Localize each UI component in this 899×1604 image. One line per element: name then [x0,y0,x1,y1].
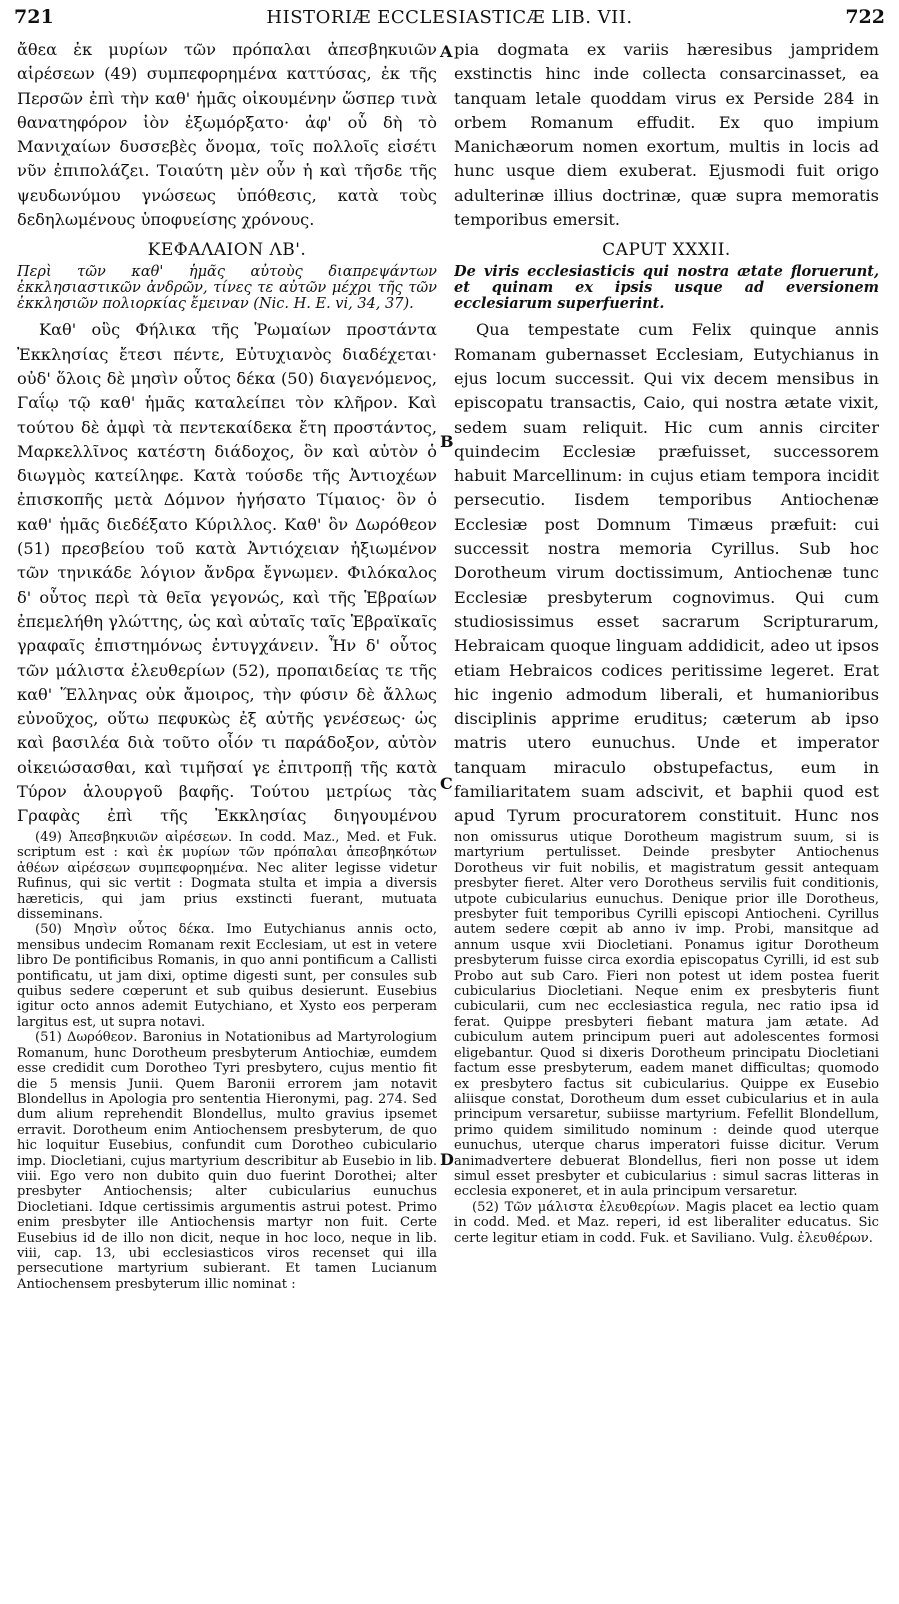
note-50: (50) Μησὶν οὗτος δέκα. Imo Eutychianus annis octo, mensibus undecim Romanam rexit Ecclesiam, ut est in vetere libro De pontificibus Romanis, in quo anni pontificum a Callisti pontificatu, ut jam dixi, optime digesti sunt, per consules sub quibus sedere cœperunt et sub quibus desierunt. Eusebius igitur octo annos ademit Eutychiano, et Xysto eos perperam largitus est, ut supra notavi. [17,922,437,1030]
greek-chapter-summary: Περὶ τῶν καθ' ἡμᾶς αὐτοὺς διαπρεψάντων ἐκκλησιαστικῶν ἀνδρῶν, τίνες τε αὐτῶν μέχρι τῆς τῶν ἐκκλησιῶν πολιορκίας ἔμειναν (Nic. H. E. vi, 34, 37). [17,264,437,313]
margin-marker-a: A [440,42,453,61]
page-number-left: 721 [14,6,54,28]
greek-body: Καθ' οὓς Φήλικα τῆς Ῥωμαίων προστάντα Ἐκκλησίας ἔτεσι πέντε, Εὐτυχιανὸς διαδέχεται· οὐδ' ὅλοις δὲ μησὶν οὗτος δέκα (50) διαγενόμενος, Γαΐῳ τῷ καθ' ἡμᾶς καταλείπει τὸν κλῆρον. Καὶ τούτου δὲ ἀμφὶ τὰ πεντεκαίδεκα ἔτη προστάντος, Μαρκελλῖνος κατέστη διάδοχος, ὃν καὶ αὐτὸν ὁ διωγμὸς κατείληφε. Κατὰ τούσδε τῆς Ἀντιοχέων ἐπισκοπῆς μετὰ Δόμνον ἡγήσατο Τίμαιος· ὃν ὁ καθ' ἡμᾶς διεδέξατο Κύριλλος. Καθ' ὃν Δωρόθεον (51) πρεσβείου τοῦ κατὰ Ἀντιόχειαν ἠξιωμένον τῶν τηνικάδε λόγιον ἄνδρα ἔγνωμεν. Φιλόκαλος δ' οὗτος περὶ τὰ θεῖα γεγονώς, καὶ τῆς Ἑβραίων ἐπεμελήθη γλώττης, ὡς καὶ αὐταῖς ταῖς Ἑβραϊκαῖς γραφαῖς ἐπιστημόνως ἐντυγχάνειν. Ἦν δ' οὗτος τῶν μάλιστα ἐλευθερίων (52), προπαιδείας τε τῆς καθ' Ἕλληνας οὐκ ἄμοιρος, τὴν φύσιν δὲ ἄλλως εὐνοῦχος, οὕτω πεφυκὼς ἐξ αὐτῆς γενέσεως· ὡς καὶ βασιλέα διὰ τοῦτο οἷόν τι παράδοξον, αὐτὸν οἰκειώσασθαι, καὶ τιμῆσαί γε ἐπιτροπῇ τῆς κατὰ Τύρον ἁλουργοῦ βαφῆς. Τούτου μετρίως τὰς Γραφὰς ἐπὶ τῆς Ἐκκλησίας διηγουμένου [17,320,437,826]
margin-marker-c: C [440,774,453,793]
greek-chapter-heading: ΚΕΦΑΛΑΙΟΝ ΛΒ'. [147,240,307,261]
latin-chapter-summary: De viris ecclesiasticis qui nostra ætate floruerunt, et quinam ex ipsis usque ad eversionem ecclesiarum superfuerint. [454,263,879,313]
running-title: HISTORIÆ ECCLESIASTICÆ LIB. VII. [266,7,633,28]
margin-marker-d: D [440,1150,454,1169]
note-52: (52) Τῶν μάλιστα ἐλευθερίων. Magis placet ea lectio quam in codd. Med. et Maz. reperi, id est liberaliter educatus. Sic certe legitur etiam in codd. Fuk. et Saviliano. Vulg. ἐλευθέρων. [454,1199,879,1246]
latin-body: Qua tempestate cum Felix quinque annis Romanam gubernasset Ecclesiam, Eutychianus in ejus locum successit. Qui vix decem mensibus in episcopatu transactis, Caio, qui nostra ætate vixit, sedem suam reliquit. Hic cum annis circiter quindecim Ecclesiæ præfuisset, successorem habuit Marcellinum: in cujus etiam tempora incidit persecutio. Iisdem temporibus Antiochenæ Ecclesiæ post Domnum Timæus præfuit: cui successit nostra memoria Cyrillus. Sub hoc Dorotheum virum doctissimum, Antiochenæ tunc Ecclesiæ presbyterum cognovimus. Qui cum studiosissimus esset sacrarum Scripturarum, Hebraicam quoque linguam addidicit, adeo ut ipsos etiam Hebraicos codices peritissime legeret. Erat hic ingenio admodum liberali, et humanioribus disciplinis apprime eruditus; cæterum ab ipso matris utero eunuchus. Unde et imperator tanquam miraculo obstupefactus, eum in familiaritatem suam adscivit, et baphii quod est apud Tyrum procuratorem constituit. Hunc nos [454,320,879,826]
margin-marker-b: B [440,432,454,451]
latin-intro: pia dogmata ex variis hæresibus jampridem exstinctis hinc inde collecta consarcinasset, ea tanquam letale quoddam virus ex Perside 284 in orbem Romanum effudit. Ex quo impium Manichæorum nomen exortum, multis in locis ad hunc usque diem exuberat. Ejusmodi fuit origo adulterinæ illius doctrinæ, quæ supra memoratis temporibus emersit. [454,40,879,230]
page-number-right: 722 [845,6,885,28]
greek-column [17,38,437,828]
latin-chapter-heading: CAPUT XXXII. [602,240,731,261]
note-49: (49) Ἀπεσβηκυιῶν αἱρέσεων. In codd. Maz., Med. et Fuk. scriptum est : καὶ ἐκ μυρίων τῶν πρόπαλαι ἀπεσβηκότων ἀθέων αἱρέσεων συμπεφορημένα. Nec aliter legisse videtur Rufinus, qui sic vertit : Dogmata stulta et impia a diversis hæreticis, qui jam prius exstincti fuerant, mutuata disseminans. [17,830,437,923]
note-51-continued: non omissurus utique Dorotheum magistrum suum, si is martyrium pertulisset. Deinde presbyter Antiochenus Dorotheus vir fuit nobilis, et magistratum gessit antequam presbyter fieret. Alter vero Dorotheus servilis fuit conditionis, utpote cubicularius eunuchus. Denique prior ille Dorotheus, presbyter fuit temporibus Cyrilli episcopi Antiocheni. Cyrillus autem sedere cœpit ab anno iv imp. Probi, mansitque ad annum usque xvii Diocletiani. Ponamus igitur Dorotheum presbyterum fuisse circa exordia episcopatus Cyrilli, id est sub Probo aut sub Caro. Fieri non potest ut idem postea fuerit cubicularius Diocletiani. Neque enim ex presbyteris fiunt cubicularii, cum nec ecclesiastica regula, nec ratio ipsa id ferat. Quippe presbyteri fiebant matura jam ætate. Ad cubiculum autem principum pueri aut adolescentes formosi eligebantur. Quod si dixeris Dorotheum principatu Diocletiani factum esse presbyterum, eadem manet difficultas; quomodo ex presbytero factus sit cubicularius. Quippe ex Eusebio aliisque constat, Dorotheum dum esset cubicularius et in aula principum versaretur, subiisse martyrium. Fefellit Blondellum, primo quidem similitudo nominum : deinde quod uterque eunuchus, uterque charus imperatori fuisse dicitur. Verum animadvertere debuerat Blondellus, fieri non posse ut idem simul esset presbyter et cubicularius : simul sacras litteras in ecclesia exponeret, et in aula principum versaretur. [454,830,879,1200]
note-51: (51) Δωρόθεον. Baronius in Notationibus ad Martyrologium Romanum, hunc Dorotheum presbyterum Antiochiæ, eumdem esse credidit cum Dorotheo Tyri presbytero, cujus mentio fit die 5 mensis Junii. Quem Baronii errorem jam notavit Blondellus in Apologia pro sententia Hieronymi, pag. 274. Sed dum alium reprehendit Blondellus, multo gravius ipsemet erravit. Dorotheum enim Antiochensem presbyterum, de quo hic loquitur Eusebius, confundit cum Dorotheo cubiculario imp. Diocletiani, cujus martyrium describitur ab Eusebio in lib. viii. Ego vero non dubito quin duo fuerint Dorothei; alter presbyter Antiochensis; alter cubicularius eunuchus Diocletiani. Idque certissimis argumentis astrui potest. Primo enim presbyter ille Antiochensis martyr non fuit. Certe Eusebius id de illo non dicit, neque in hoc loco, neque in lib. viii, cap. 13, ubi ecclesiasticos viros recenset qui illa persecutione martyrium subierant. Et tamen Lucianum Antiochensem presbyterum illic nominat : [17,1030,437,1292]
notes-right-column [454,830,879,1600]
running-header [14,6,885,30]
latin-column [454,38,879,828]
greek-intro: ἄθεα ἐκ μυρίων τῶν πρόπαλαι ἀπεσβηκυιῶν αἱρέσεων (49) συμπεφορημένα καττύσας, ἐκ τῆς Περσῶν ἐπὶ τὴν καθ' ἡμᾶς οἰκουμένην ὥσπερ τινὰ θανατηφόρον ἰὸν ἐξωμόρξατο· ἀφ' οὗ δὴ τὸ Μανιχαίων δυσσεβὲς ὄνομα, τοῖς πολλοῖς εἰσέτι νῦν ἐπιπολάζει. Τοιαύτη μὲν οὖν ἡ καὶ τῆσδε τῆς ψευδωνύμου γνώσεως ὑπόθεσις, κατὰ τοὺς δεδηλωμένους ὑποφυείσης χρόνους. [17,40,437,230]
notes-left-column [17,830,437,1600]
